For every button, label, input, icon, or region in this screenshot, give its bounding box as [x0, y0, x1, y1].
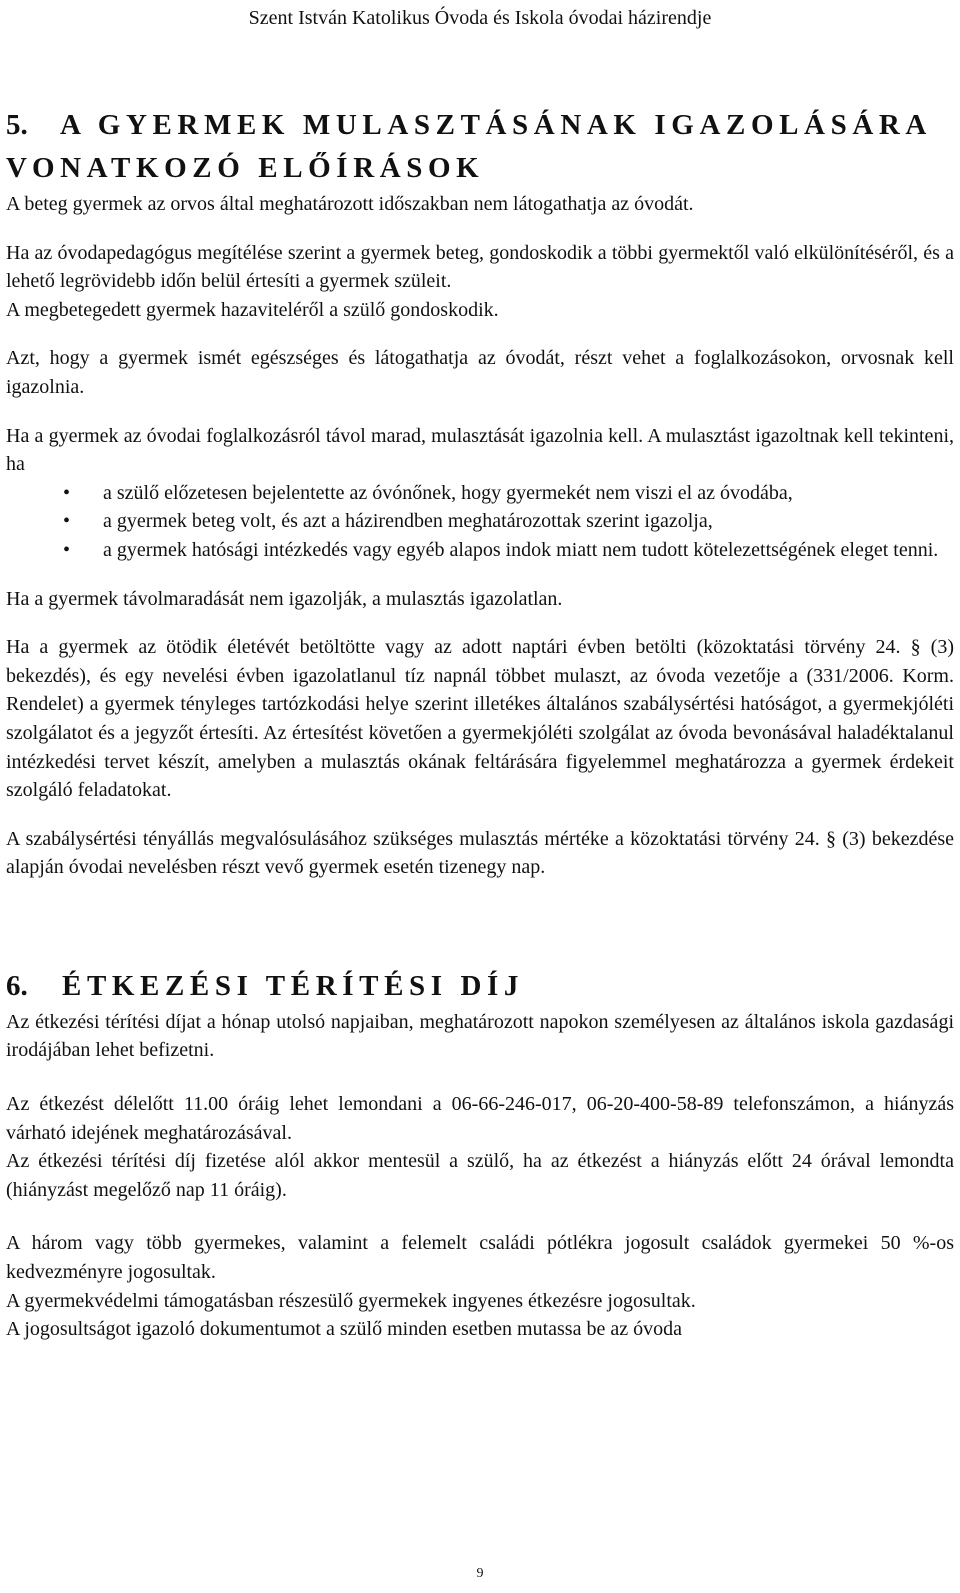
bullet-icon: •	[63, 481, 71, 504]
section-5-title-line2: VONATKOZÓ ELŐÍRÁSOK	[6, 152, 485, 184]
running-header: Szent István Katolikus Óvoda és Iskola óvodai házirendje	[248, 7, 712, 29]
paragraph: Az étkezést délelőtt 11.00 óráig lehet lemondani a 06-66-246-017, 06-20-400-58-89 telefonszámon, a hiányzás várható idejének meghatározásával.	[6, 1093, 954, 1144]
paragraph: A szabálysértési tényállás megvalósulásához szükséges mulasztás mértéke a közoktatási törvény 24. § (3) bekezdése alapján óvodai nevelésben részt vevő gyermek esetén tizenegy nap.	[6, 827, 954, 879]
paragraph: A jogosultságot igazoló dokumentumot a szülő minden esetben mutassa be az óvoda	[6, 1318, 682, 1341]
paragraph: Az étkezési térítési díjat a hónap utolsó napjaiban, meghatározott napokon személyesen az általános iskola gazdasági irodájában lehet befizetni.	[6, 1010, 954, 1062]
paragraph: A három vagy több gyermekes, valamint a felemelt családi pótlékra jogosult családok gyermekei 50 %-os kedvezményre jogosultak.	[6, 1232, 954, 1284]
section-6-title: ÉTKEZÉSI TÉRÍTÉSI DÍJ	[62, 969, 525, 1002]
paragraph: A beteg gyermek az orvos által meghatározott időszakban nem látogathatja az óvodát.	[6, 193, 694, 215]
paragraph: Azt, hogy a gyermek ismét egészséges és látogathatja az óvodát, részt vehet a foglalkozásokon, orvosnak kell igazolnia.	[6, 347, 954, 398]
paragraph: Ha a gyermek az óvodai foglalkozásról távol marad, mulasztását igazolnia kell. A mulasztást igazoltnak kell tekinteni, ha	[6, 424, 954, 476]
page-number: 9	[476, 1566, 484, 1581]
page-content	[6, 104, 954, 1344]
paragraph: Ha a gyermek az ötödik életévét betöltötte vagy az adott naptári évben betölti (közoktatási törvény 24. § (3) bekezdés), és egy nevelési évben igazolatlanul tíz napnál többet mulaszt, az óvoda vezetője a (331/2006. Korm. Rendelet) a gyermek tényleges tartózkodási helye szerint illetékes általános szabálysértési hatóságot, a gyermekjóléti szolgálatot és a jegyzőt értesíti. Az értesítést követően a gyermekjóléti szolgálat az óvoda bevonásával haladéktalanul intézkedési tervet készít, amelyben a mulasztás okának feltárására figyelemmel meghatározza a gyermek érdekeit szolgáló feladatokat.	[6, 636, 954, 802]
section-5-number: 5.	[6, 109, 28, 141]
bullet-list	[6, 479, 954, 565]
section-5-heading	[6, 104, 954, 147]
paragraph: Az étkezési térítési díj fizetése alól akkor mentesül a szülő, ha az étkezést a hiányzás előtt 24 órával lemondta (hiányzást megelőző nap 11 óráig).	[6, 1150, 954, 1201]
section-6-number: 6.	[6, 969, 28, 1002]
list-item: • a szülő előzetesen bejelentette az óvónőnek, hogy gyermekét nem viszi el az óvodába,	[6, 479, 954, 508]
list-item: • a gyermek beteg volt, és azt a házirendben meghatározottak szerint igazolja,	[6, 507, 954, 536]
paragraph: Ha a gyermek távolmaradását nem igazolják, a mulasztás igazolatlan.	[6, 587, 563, 610]
paragraph: A gyermekvédelmi támogatásban részesülő gyermekek ingyenes étkezésre jogosultak.	[6, 1289, 696, 1312]
paragraph: A megbetegedett gyermek hazaviteléről a szülő gondoskodik.	[6, 298, 499, 321]
bullet-icon: •	[63, 510, 71, 533]
paragraph: Ha az óvodapedagógus megítélése szerint a gyermek beteg, gondoskodik a többi gyermektől való elkülönítéséről, és a lehető legrövidebb időn belül értesíti a gyermek szüleit.	[6, 241, 954, 293]
bullet-icon: •	[63, 538, 71, 561]
list-item: • a gyermek hatósági intézkedés vagy egyéb alapos indok miatt nem tudott kötelezettségének eleget tenni.	[6, 536, 954, 565]
section-6-heading	[6, 964, 954, 1008]
section-5-title-line1: A GYERMEK MULASZTÁSÁNAK IGAZOLÁSÁRA	[60, 109, 932, 141]
